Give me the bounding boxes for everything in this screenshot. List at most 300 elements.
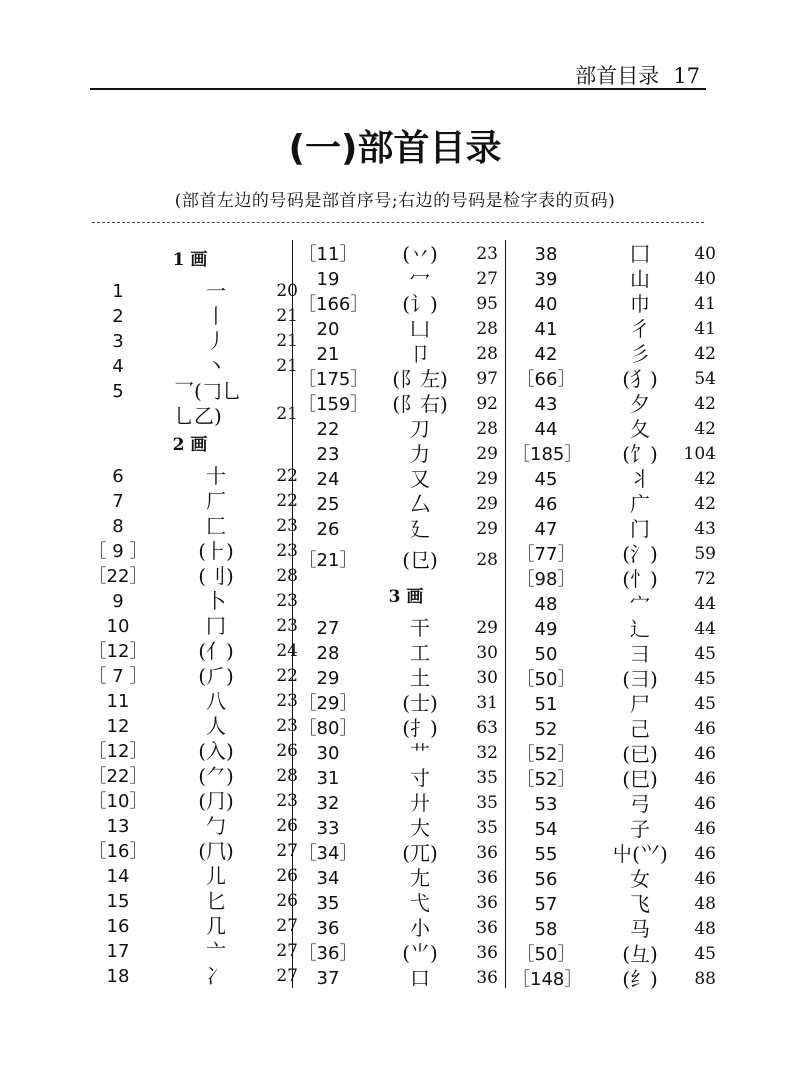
page-reference: 46 — [694, 844, 716, 864]
page-reference: 23 — [276, 516, 298, 536]
radical-row — [512, 592, 716, 617]
page-reference: 44 — [694, 619, 716, 639]
radical-glyph — [588, 392, 692, 417]
radical-row — [512, 892, 716, 917]
radical-row — [298, 866, 500, 891]
radical-glyph-line: (彑) — [622, 942, 658, 966]
radical-glyph — [368, 791, 472, 816]
page-reference: 29 — [476, 519, 498, 539]
radical-row — [512, 942, 716, 967]
radical-column-3 — [512, 242, 716, 992]
radical-number: 32 — [316, 793, 340, 814]
radical-row — [512, 417, 716, 442]
radical-glyph-line: 又 — [410, 467, 430, 491]
radical-number: ［52］ — [516, 769, 576, 790]
radical-glyph — [368, 641, 472, 666]
radical-number: 14 — [106, 866, 130, 887]
radical-number: 10 — [106, 616, 130, 637]
radical-number: 40 — [534, 294, 558, 315]
page-reference: 27 — [276, 941, 298, 961]
page-reference: 22 — [276, 466, 298, 486]
page-reference: 45 — [694, 944, 716, 964]
radical-glyph-line: 丨 — [206, 304, 226, 328]
radical-glyph — [368, 666, 472, 691]
radical-number: ［50］ — [516, 944, 576, 965]
page-reference: 46 — [694, 794, 716, 814]
page-reference: 22 — [276, 666, 298, 686]
page-reference: 43 — [694, 519, 716, 539]
page-reference: 23 — [276, 791, 298, 811]
radical-row — [512, 292, 716, 317]
radical-row — [82, 664, 298, 689]
page-reference: 29 — [476, 618, 498, 638]
page-reference: 36 — [476, 893, 498, 913]
page-reference: 45 — [694, 694, 716, 714]
radical-glyph — [164, 514, 268, 539]
radical-glyph — [368, 816, 472, 841]
radical-glyph — [368, 417, 472, 442]
radical-number: 22 — [316, 419, 340, 440]
radical-row — [298, 317, 500, 342]
radical-glyph-line: (⺕) — [622, 667, 658, 691]
page-reference: 92 — [476, 394, 498, 414]
radical-glyph-line: 辶 — [630, 617, 650, 641]
radical-number: 35 — [316, 893, 340, 914]
radical-glyph-line: 屮(⺍) — [612, 842, 668, 866]
radical-glyph — [368, 342, 472, 367]
page-reference: 59 — [694, 544, 716, 564]
page-reference: 36 — [476, 843, 498, 863]
page-reference: 41 — [694, 319, 716, 339]
radical-row — [298, 467, 500, 492]
header-rule — [90, 88, 706, 90]
radical-row — [82, 789, 298, 814]
radical-glyph-line: 山 — [630, 267, 650, 291]
radical-row — [82, 714, 298, 739]
radical-glyph — [164, 914, 268, 939]
radical-row — [82, 914, 298, 939]
radical-number: ［166］ — [298, 294, 369, 315]
page-number: 17 — [673, 64, 700, 88]
radical-glyph — [368, 866, 472, 891]
radical-glyph — [588, 667, 692, 692]
radical-glyph — [588, 842, 692, 867]
radical-row — [82, 964, 298, 989]
page-reference: 29 — [476, 444, 498, 464]
radical-number: 6 — [112, 466, 124, 487]
radical-number: 56 — [534, 869, 558, 890]
page-reference: 40 — [694, 269, 716, 289]
radical-number: ［12］ — [88, 641, 148, 662]
radical-row — [298, 542, 500, 579]
page-title: (一)部首目录 — [288, 128, 502, 169]
page-reference: 46 — [694, 769, 716, 789]
radical-glyph-line: (饣) — [622, 442, 658, 466]
radical-glyph-line: 亠 — [206, 939, 226, 963]
radical-glyph — [588, 592, 692, 617]
radical-number: ［80］ — [298, 718, 358, 739]
page-reference: 23 — [276, 616, 298, 636]
stroke-count-label: 1 画 — [172, 250, 208, 270]
radical-row — [512, 967, 716, 992]
radical-glyph — [164, 614, 268, 639]
radical-number: 39 — [534, 269, 558, 290]
radical-row — [512, 867, 716, 892]
radical-number: 38 — [534, 244, 558, 265]
radical-glyph — [588, 717, 692, 742]
radical-glyph — [164, 589, 268, 614]
page-reference: 46 — [694, 869, 716, 889]
page-reference: 88 — [694, 969, 716, 989]
radical-glyph — [164, 964, 268, 989]
radical-row — [82, 464, 298, 489]
page-reference: 28 — [476, 419, 498, 439]
page-reference: 36 — [476, 868, 498, 888]
radical-glyph — [164, 889, 268, 914]
page-reference: 44 — [694, 594, 716, 614]
radical-row — [82, 614, 298, 639]
page-reference: 28 — [276, 766, 298, 786]
radical-row — [298, 916, 500, 941]
radical-number: 21 — [316, 344, 340, 365]
page-reference: 23 — [276, 716, 298, 736]
page-reference: 26 — [276, 891, 298, 911]
page-reference: 42 — [694, 419, 716, 439]
radical-number: 25 — [316, 494, 340, 515]
radical-glyph — [368, 966, 472, 991]
radical-glyph — [368, 841, 472, 866]
radical-row — [298, 766, 500, 791]
radical-glyph-line: 己 — [630, 717, 650, 741]
radical-glyph-line: 勹 — [206, 814, 226, 838]
radical-glyph-line: 冂 — [206, 614, 226, 638]
radical-glyph-line: (⺆) — [198, 789, 234, 813]
radical-glyph-line: 艹 — [410, 741, 430, 765]
radical-glyph — [588, 692, 692, 717]
radical-number: 24 — [316, 469, 340, 490]
radical-glyph-line: 丶 — [206, 354, 226, 378]
radical-number: 58 — [534, 919, 558, 940]
stroke-count-label: 2 画 — [172, 435, 208, 455]
radical-row — [82, 889, 298, 914]
radical-number: 45 — [534, 469, 558, 490]
radical-glyph-line: 卜 — [206, 589, 226, 613]
page-reference: 35 — [476, 768, 498, 788]
radical-glyph — [164, 689, 268, 714]
radical-glyph-line: (亻) — [198, 639, 234, 663]
radical-number: 15 — [106, 891, 130, 912]
radical-glyph — [164, 839, 268, 864]
radical-glyph — [368, 367, 472, 392]
radical-glyph-line: 廾 — [410, 791, 430, 815]
section-name: 部首目录 — [575, 64, 660, 88]
radical-row — [298, 891, 500, 916]
radical-glyph — [164, 564, 268, 589]
page-reference: 36 — [476, 943, 498, 963]
radical-glyph-line: 力 — [410, 442, 430, 466]
radical-glyph — [368, 616, 472, 641]
radical-glyph-line: 八 — [206, 689, 226, 713]
radical-glyph — [164, 639, 268, 664]
radical-row — [512, 492, 716, 517]
radical-glyph-line: 马 — [630, 917, 650, 941]
radical-number: 47 — [534, 519, 558, 540]
radical-glyph-line: (入) — [198, 739, 234, 763]
radical-number: ［22］ — [88, 566, 148, 587]
page-reference: 32 — [476, 743, 498, 763]
page-reference: 41 — [694, 294, 716, 314]
page-reference: 36 — [476, 918, 498, 938]
radical-number: ［11］ — [298, 244, 358, 265]
radical-glyph — [588, 242, 692, 267]
radical-glyph — [588, 567, 692, 592]
page-reference: 28 — [476, 550, 498, 570]
radical-glyph-line: 丬 — [630, 467, 650, 491]
radical-glyph — [588, 492, 692, 517]
radical-number: ［22］ — [88, 766, 148, 787]
radical-glyph — [588, 767, 692, 792]
radical-number: 44 — [534, 419, 558, 440]
radical-glyph-line: 儿 — [206, 864, 226, 888]
page-reference: 23 — [276, 691, 298, 711]
radical-glyph — [588, 892, 692, 917]
radical-number: 31 — [316, 768, 340, 789]
page-reference: 22 — [276, 491, 298, 511]
radical-glyph-line: 寸 — [410, 766, 430, 790]
radical-glyph — [588, 267, 692, 292]
radical-row — [298, 841, 500, 866]
radical-glyph-line: (⺁) — [198, 664, 234, 688]
radical-number: ［12］ — [88, 741, 148, 762]
stroke-count-heading — [82, 427, 288, 464]
radical-glyph-line: 几 — [206, 914, 226, 938]
radical-glyph-line: 宀 — [630, 592, 650, 616]
radical-glyph-line: 门 — [630, 517, 650, 541]
radical-glyph-line: 十 — [206, 464, 226, 488]
radical-glyph-line: (讠) — [402, 292, 438, 316]
radical-number: 33 — [316, 818, 340, 839]
radical-glyph-line: 夕 — [630, 392, 650, 416]
radical-glyph-line: 彐 — [630, 642, 650, 666]
radical-row — [298, 966, 500, 991]
radical-glyph — [588, 642, 692, 667]
radical-glyph-line: 飞 — [630, 892, 650, 916]
radical-glyph-line: 口 — [410, 966, 430, 990]
radical-glyph-line: 广 — [630, 492, 650, 516]
page-reference: 35 — [476, 818, 498, 838]
radical-glyph-line: (氵) — [622, 542, 658, 566]
page-reference: 28 — [476, 319, 498, 339]
radical-number: 20 — [316, 319, 340, 340]
radical-number: 50 — [534, 644, 558, 665]
radical-glyph — [368, 766, 472, 791]
radical-number: 28 — [316, 643, 340, 664]
radical-number: ［98］ — [516, 569, 576, 590]
page-reference: 46 — [694, 819, 716, 839]
radical-number: 7 — [112, 491, 124, 512]
page-reference: 63 — [476, 718, 498, 738]
radical-row — [82, 514, 298, 539]
radical-row — [298, 517, 500, 542]
radical-number: ［16］ — [88, 841, 148, 862]
radical-glyph-line: 乛(𠃌乚 — [174, 379, 242, 403]
radical-row — [82, 564, 298, 589]
radical-number: 37 — [316, 968, 340, 989]
running-head — [540, 60, 700, 90]
radical-row — [512, 667, 716, 692]
radical-number: 26 — [316, 519, 340, 540]
radical-glyph — [368, 941, 472, 966]
page-reference: 36 — [476, 968, 498, 988]
radical-number: ［ 7 ］ — [88, 666, 148, 687]
radical-number: ［148］ — [512, 969, 583, 990]
radical-row — [512, 242, 716, 267]
stroke-count-label: 3 画 — [388, 587, 424, 607]
radical-glyph-line: 尸 — [630, 692, 650, 716]
page-reference: 97 — [476, 369, 498, 389]
page-reference: 45 — [694, 644, 716, 664]
radical-row — [82, 939, 298, 964]
radical-glyph — [588, 517, 692, 542]
page-reference: 72 — [694, 569, 716, 589]
page-subtitle: (部首左边的号码是部首序号;右边的号码是检字表的页码) — [174, 191, 616, 211]
radical-glyph-line: 子 — [630, 817, 650, 841]
radical-glyph — [588, 317, 692, 342]
radical-row — [512, 742, 716, 767]
radical-glyph — [588, 942, 692, 967]
page-reference: 21 — [276, 331, 298, 351]
radical-row — [512, 267, 716, 292]
radical-glyph — [588, 917, 692, 942]
radical-glyph — [588, 792, 692, 817]
radical-row — [512, 617, 716, 642]
radical-row — [298, 392, 500, 417]
radical-row — [512, 542, 716, 567]
radical-number: ［185］ — [512, 444, 583, 465]
radical-glyph-line: (兀) — [402, 841, 438, 865]
radical-glyph-line: (扌) — [402, 716, 438, 740]
radical-glyph — [588, 367, 692, 392]
radical-number: 57 — [534, 894, 558, 915]
radical-glyph-line: 夂 — [630, 417, 650, 441]
radical-number: ［ 9 ］ — [88, 541, 148, 562]
radical-glyph-line: 彡 — [630, 342, 650, 366]
radical-row — [512, 917, 716, 942]
radical-glyph — [588, 617, 692, 642]
radical-glyph — [588, 467, 692, 492]
radical-row — [298, 716, 500, 741]
radical-number: ［66］ — [516, 369, 576, 390]
radical-number: 19 — [316, 269, 340, 290]
radical-glyph — [368, 317, 472, 342]
page-reference: 24 — [276, 641, 298, 661]
page-reference: 23 — [276, 591, 298, 611]
radical-row — [512, 767, 716, 792]
page-reference: 20 — [276, 281, 298, 301]
radical-number: ［159］ — [298, 394, 369, 415]
page-reference: 27 — [476, 269, 498, 289]
radical-glyph-line: 冫 — [206, 964, 226, 988]
page-reference: 29 — [476, 469, 498, 489]
radical-row — [82, 329, 298, 354]
radical-glyph-line: 卩 — [410, 342, 430, 366]
radical-number: 11 — [106, 691, 130, 712]
page-reference: 30 — [476, 643, 498, 663]
radical-row — [298, 267, 500, 292]
radical-glyph-line: 一 — [206, 279, 226, 303]
radical-glyph-line: (⺈) — [198, 764, 234, 788]
radical-number: 30 — [316, 743, 340, 764]
radical-number: ［36］ — [298, 943, 358, 964]
page-reference: 26 — [276, 866, 298, 886]
radical-number: ［175］ — [298, 369, 369, 390]
radical-number: 4 — [112, 356, 124, 377]
radical-glyph-line: 弓 — [630, 792, 650, 816]
radical-row — [512, 367, 716, 392]
radical-glyph — [164, 354, 268, 379]
radical-glyph — [588, 292, 692, 317]
radical-number: 46 — [534, 494, 558, 515]
radical-number: ［52］ — [516, 744, 576, 765]
radical-row — [298, 641, 500, 666]
radical-glyph — [368, 517, 472, 542]
page-reference: 23 — [476, 244, 498, 264]
radical-glyph-line: (阝右) — [392, 392, 448, 416]
radical-number: ［21］ — [298, 550, 358, 571]
radical-number: 16 — [106, 916, 130, 937]
radical-glyph — [588, 742, 692, 767]
radical-number: 23 — [316, 444, 340, 465]
radical-row — [512, 717, 716, 742]
radical-glyph-line: 工 — [410, 641, 430, 665]
radical-glyph-line: 尢 — [410, 866, 430, 890]
radical-row — [298, 741, 500, 766]
page-reference: 26 — [276, 816, 298, 836]
radical-row — [512, 842, 716, 867]
radical-row — [298, 367, 500, 392]
radical-glyph — [588, 342, 692, 367]
radical-glyph-line: (纟) — [622, 967, 658, 991]
radical-row — [298, 816, 500, 841]
radical-number: 54 — [534, 819, 558, 840]
radical-glyph — [164, 789, 268, 814]
radical-glyph — [164, 739, 268, 764]
radical-number: 48 — [534, 594, 558, 615]
radical-glyph — [368, 741, 472, 766]
radical-row — [512, 442, 716, 467]
page-reference: 42 — [694, 494, 716, 514]
page-reference: 48 — [694, 894, 716, 914]
radical-glyph-line: (㔾) — [402, 548, 438, 572]
radical-glyph — [368, 916, 472, 941]
radical-glyph — [368, 242, 472, 267]
radical-column-1 — [82, 242, 298, 989]
stroke-count-heading — [82, 242, 288, 279]
radical-glyph-line: (士) — [402, 691, 438, 715]
radical-row — [82, 839, 298, 864]
radical-glyph — [164, 864, 268, 889]
page-reference: 95 — [476, 294, 498, 314]
radical-glyph — [588, 967, 692, 992]
radical-row — [82, 689, 298, 714]
radical-glyph — [368, 467, 472, 492]
page-reference: 42 — [694, 344, 716, 364]
page-reference: 54 — [694, 369, 716, 389]
radical-glyph-line: 干 — [410, 616, 430, 640]
radical-row — [82, 379, 298, 428]
page-reference: 40 — [694, 244, 716, 264]
page-reference: 45 — [694, 669, 716, 689]
